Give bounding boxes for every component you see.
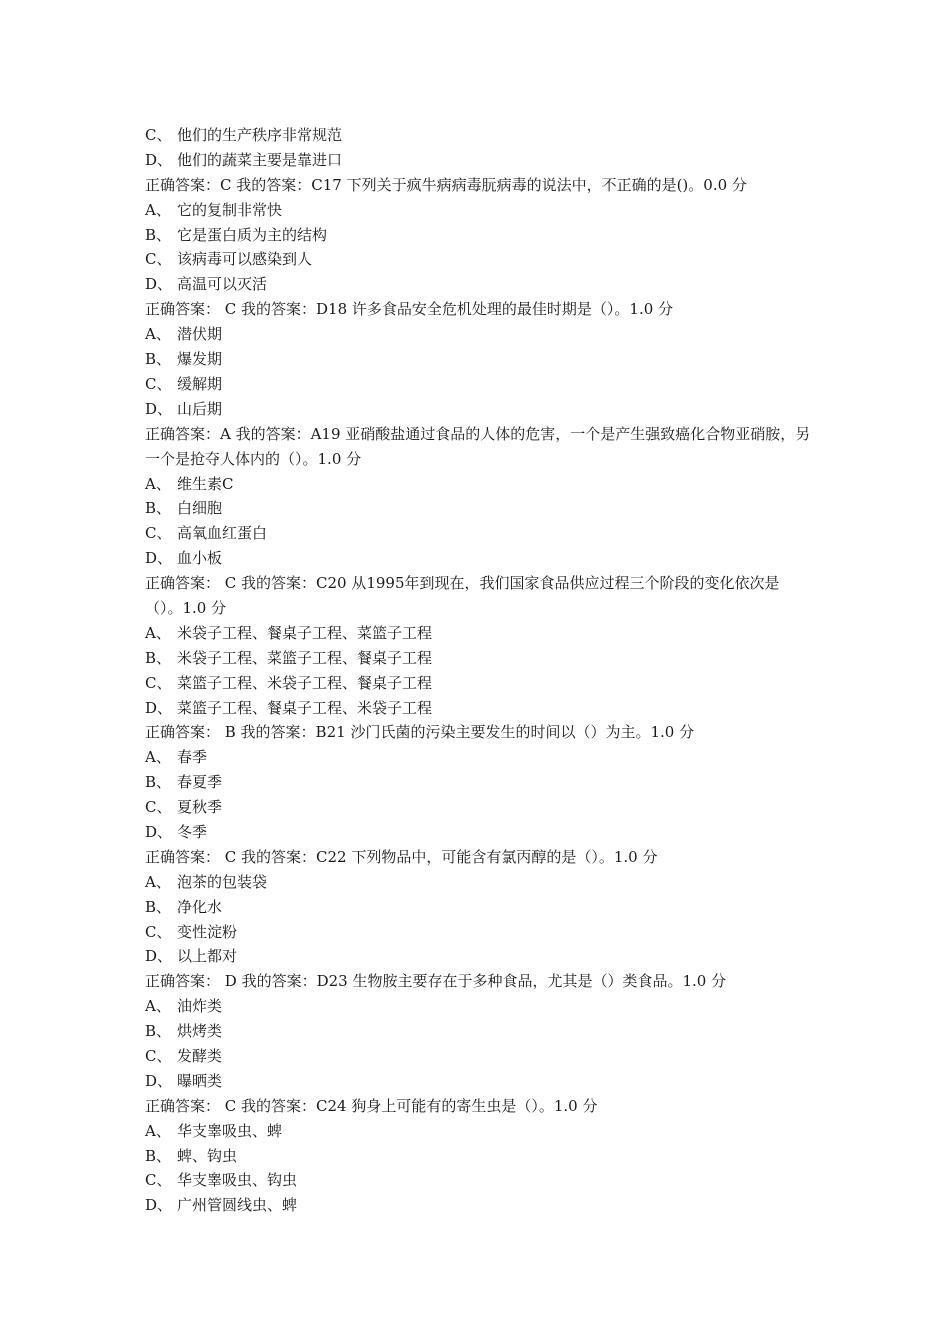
option-text: 该病毒可以感染到人: [177, 250, 313, 269]
answer-option: [145, 870, 815, 895]
option-text: 菜篮子工程、餐桌子工程、米袋子工程: [177, 698, 433, 717]
option-letter: B、: [145, 499, 172, 518]
answer-option: [145, 1019, 815, 1044]
option-text: 高氧血红蛋白: [177, 524, 268, 543]
option-text: 爆发期: [177, 350, 223, 369]
option-letter: B、: [145, 350, 172, 369]
answer-option: [145, 621, 815, 646]
answer-option: [145, 696, 815, 721]
answer-option: [145, 223, 815, 248]
option-text: 华支睾吸虫、钩虫: [177, 1171, 298, 1190]
option-letter: D、: [145, 947, 173, 966]
option-text: 华支睾吸虫、蜱: [177, 1121, 283, 1140]
answer-option: [145, 895, 815, 920]
option-letter: B、: [145, 1022, 172, 1041]
option-text: 维生素C: [177, 474, 234, 493]
option-letter: C、: [145, 1047, 172, 1066]
option-letter: D、: [145, 399, 173, 418]
option-letter: B、: [145, 648, 172, 667]
option-text: 他们的生产秩序非常规范: [177, 126, 343, 144]
answer-option: [145, 1119, 815, 1144]
answer-option: [145, 123, 815, 148]
answer-and-question-line: 正确答案： C 我的答案：C24 狗身上可能有的寄生虫是（）。1.0 分: [145, 1096, 598, 1115]
answer-option: [145, 272, 815, 297]
answer-option: [145, 1193, 815, 1218]
option-text: 缓解期: [177, 374, 223, 393]
answer-option: [145, 397, 815, 422]
option-text: 高温可以灭活: [177, 275, 268, 294]
option-letter: B、: [145, 225, 172, 244]
option-text: 山后期: [177, 399, 223, 418]
answer-and-question-line: 正确答案： C 我的答案：C20 从1995年到现在，我们国家食品供应过程三个阶段的变化依次是（）。1.0 分: [145, 574, 780, 617]
answer-option: [145, 994, 815, 1019]
option-letter: A、: [145, 748, 171, 767]
answer-option: [145, 1044, 815, 1069]
option-letter: D、: [145, 275, 173, 294]
answer-and-question-line: 正确答案：C 我的答案：C17 下列关于疯牛病病毒朊病毒的说法中，不正确的是()。0.0 分: [145, 175, 747, 194]
option-text: 米袋子工程、餐桌子工程、菜篮子工程: [177, 623, 433, 642]
option-letter: C、: [145, 524, 172, 543]
option-text: 曝晒类: [177, 1071, 223, 1090]
answer-option: [145, 546, 815, 571]
option-text: 泡茶的包装袋: [177, 872, 268, 891]
answer-option: [145, 671, 815, 696]
option-text: 蜱、钩虫: [177, 1146, 238, 1165]
option-text: 血小板: [177, 549, 223, 568]
option-text: 春夏季: [177, 773, 223, 792]
answer-option: [145, 247, 815, 272]
option-letter: A、: [145, 623, 171, 642]
answer-option: [145, 795, 815, 820]
answer-option: [145, 646, 815, 671]
option-letter: D、: [145, 698, 173, 717]
option-letter: D、: [145, 549, 173, 568]
option-text: 冬季: [177, 823, 208, 841]
answer-and-question-line: 正确答案： C 我的答案：C22 下列物品中，可能含有氯丙醇的是（）。1.0 分: [145, 847, 658, 866]
answer-and-question-line: 正确答案： B 我的答案：B21 沙门氏菌的污染主要发生的时间以（）为主。1.0 分: [145, 723, 695, 742]
option-text: 净化水: [177, 897, 223, 916]
option-text: 潜伏期: [177, 325, 223, 344]
option-letter: D、: [145, 150, 173, 169]
document-body: [145, 123, 815, 1218]
option-text: 烘烤类: [177, 1022, 223, 1041]
option-letter: C、: [145, 1171, 172, 1190]
option-text: 夏秋季: [177, 798, 223, 817]
option-text: 广州管圆线虫、蜱: [177, 1196, 298, 1215]
option-text: 它的复制非常快: [177, 200, 283, 219]
answer-option: [145, 521, 815, 546]
option-letter: D、: [145, 1196, 173, 1215]
answer-option: [145, 472, 815, 497]
option-letter: A、: [145, 325, 171, 344]
option-text: 米袋子工程、菜篮子工程、餐桌子工程: [177, 648, 433, 667]
answer-option: [145, 347, 815, 372]
option-letter: C、: [145, 250, 172, 269]
answer-option: [145, 148, 815, 173]
answer-option: [145, 1069, 815, 1094]
option-text: 白细胞: [177, 499, 223, 518]
answer-and-question-line: 正确答案： C 我的答案：D18 许多食品安全危机处理的最佳时期是（）。1.0 分: [145, 300, 674, 319]
answer-option: [145, 322, 815, 347]
answer-option: [145, 198, 815, 223]
option-letter: A、: [145, 997, 171, 1016]
answer-option: [145, 820, 815, 845]
option-letter: C、: [145, 798, 172, 817]
option-letter: A、: [145, 1121, 171, 1140]
answer-option: [145, 1168, 815, 1193]
answer-option: [145, 944, 815, 969]
option-text: 他们的蔬菜主要是靠进口: [177, 150, 343, 169]
option-text: 以上都对: [177, 947, 238, 966]
option-letter: A、: [145, 474, 171, 493]
answer-option: [145, 496, 815, 521]
answer-option: [145, 770, 815, 795]
option-text: 春季: [177, 748, 208, 767]
option-letter: B、: [145, 897, 172, 916]
option-letter: C、: [145, 922, 172, 941]
option-letter: C、: [145, 673, 172, 692]
option-text: 发酵类: [177, 1047, 223, 1066]
option-text: 油炸类: [177, 997, 223, 1016]
answer-option: [145, 745, 815, 770]
option-letter: D、: [145, 823, 173, 841]
option-text: 菜篮子工程、米袋子工程、餐桌子工程: [177, 673, 433, 692]
option-text: 变性淀粉: [177, 922, 238, 941]
option-letter: C、: [145, 374, 172, 393]
answer-option: [145, 1144, 815, 1169]
option-letter: B、: [145, 1146, 172, 1165]
option-letter: A、: [145, 872, 171, 891]
answer-option: [145, 372, 815, 397]
answer-and-question-line: 正确答案： D 我的答案：D23 生物胺主要存在于多种食品，尤其是（）类食品。1.0 分: [145, 972, 727, 991]
option-letter: C、: [145, 126, 172, 144]
option-text: 它是蛋白质为主的结构: [177, 225, 328, 244]
option-letter: D、: [145, 1071, 173, 1090]
option-letter: B、: [145, 773, 172, 792]
option-letter: A、: [145, 200, 171, 219]
answer-and-question-line: 正确答案：A 我的答案：A19 亚硝酸盐通过食品的人体的危害，一个是产生强致癌化合物亚硝胺，另一个是抢夺人体内的（）。1.0 分: [145, 424, 811, 468]
answer-option: [145, 920, 815, 945]
